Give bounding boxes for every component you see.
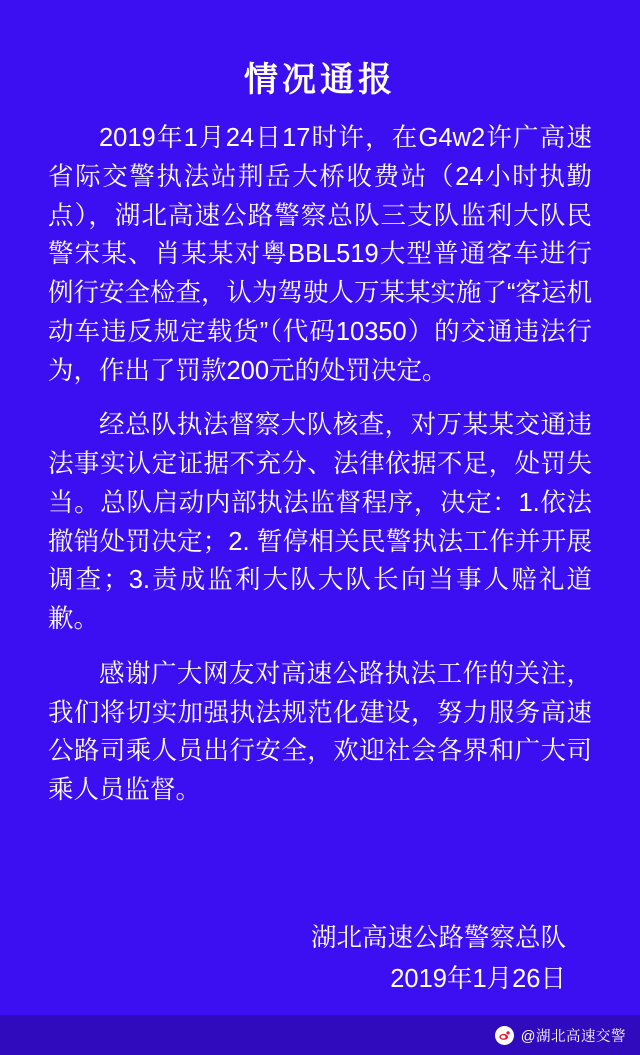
paragraph-2: 经总队执法督察大队核查，对万某某交通违法事实认定证据不充分、法律依据不足，处罚失当。总队启动内部执法监督程序，决定：1.依法撤销处罚决定；2. 暂停相关民警执法工作并开展调查；3.责成监利大队大队长向当事人赔礼道歉。 bbox=[48, 411, 592, 633]
footer-account-label: @湖北高速交警 bbox=[520, 1028, 626, 1045]
signature-date: 2019年1月26日 bbox=[390, 964, 566, 993]
footer-watermark-bar bbox=[0, 1015, 640, 1055]
paragraph-3: 感谢广大网友对高速公路执法工作的关注，我们将切实加强执法规范化建设，努力服务高速公路司乘人员出行安全，欢迎社会各界和广大司乘人员监督。 bbox=[48, 659, 592, 804]
page-title: 情况通报 bbox=[244, 61, 396, 99]
document-body bbox=[0, 119, 640, 826]
weibo-icon bbox=[495, 1026, 514, 1045]
paragraph-1: 2019年1月24日17时许，在G4w2许广高速省际交警执法站荆岳大桥收费站（24小时执勤点），湖北高速公路警察总队三支队监利大队民警宋某、肖某某对粤BBL519大型普通客车进行例行安全检查，认为驾驶人万某某实施了“客运机动车违反规定载货”（代码10350）的交通违法行为，作出了罚款200元的处罚决定。 bbox=[48, 124, 592, 385]
signature-organization: 湖北高速公路警察总队 bbox=[310, 923, 566, 952]
signature-block bbox=[0, 918, 640, 1000]
